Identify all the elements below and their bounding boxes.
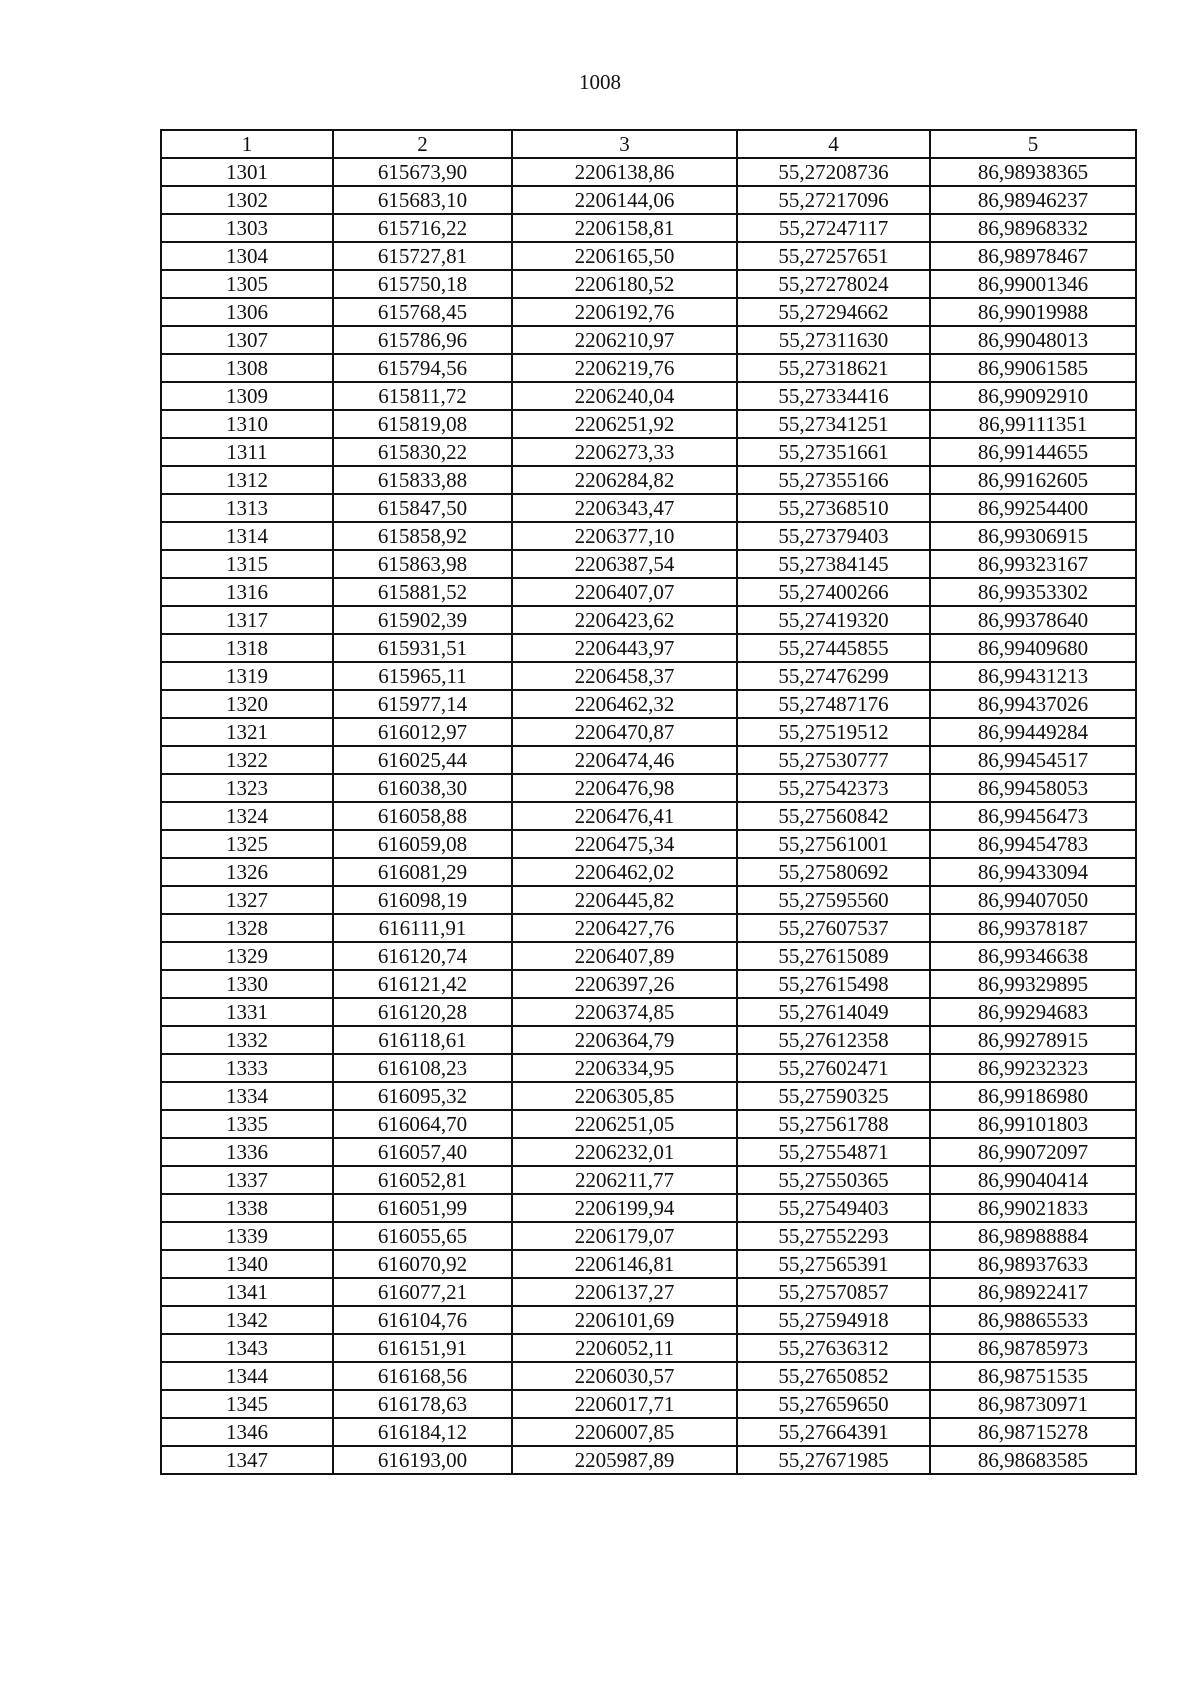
table-cell-col-5: 86,99407050 [930, 886, 1136, 914]
table-cell-col-1: 1308 [161, 354, 333, 382]
table-cell-col-2: 616057,40 [333, 1138, 512, 1166]
table-cell-col-1: 1330 [161, 970, 333, 998]
table-cell-col-4: 55,27368510 [737, 494, 930, 522]
table-row [161, 886, 1136, 914]
table-cell-col-1: 1320 [161, 690, 333, 718]
table-cell-col-2: 616070,92 [333, 1250, 512, 1278]
table-cell-col-3: 2206146,81 [512, 1250, 737, 1278]
table-cell-col-4: 55,27602471 [737, 1054, 930, 1082]
table-cell-col-2: 616178,63 [333, 1390, 512, 1418]
table-cell-col-5: 86,99072097 [930, 1138, 1136, 1166]
table-cell-col-3: 2206030,57 [512, 1362, 737, 1390]
table-cell-col-2: 616118,61 [333, 1026, 512, 1054]
header-cell-1: 1 [161, 130, 333, 158]
table-row [161, 606, 1136, 634]
table-cell-col-1: 1332 [161, 1026, 333, 1054]
table-row [161, 1138, 1136, 1166]
table-cell-col-3: 2205987,89 [512, 1446, 737, 1474]
table-cell-col-5: 86,98968332 [930, 214, 1136, 242]
table-cell-col-4: 55,27400266 [737, 578, 930, 606]
table-cell-col-2: 615750,18 [333, 270, 512, 298]
table-cell-col-1: 1310 [161, 410, 333, 438]
table-body [161, 158, 1136, 1474]
table-cell-col-5: 86,98715278 [930, 1418, 1136, 1446]
table-cell-col-4: 55,27530777 [737, 746, 930, 774]
table-cell-col-4: 55,27554871 [737, 1138, 930, 1166]
table-row [161, 186, 1136, 214]
table-cell-col-3: 2206101,69 [512, 1306, 737, 1334]
table-row [161, 1054, 1136, 1082]
table-cell-col-2: 616077,21 [333, 1278, 512, 1306]
table-row [161, 1082, 1136, 1110]
table-cell-col-1: 1342 [161, 1306, 333, 1334]
table-cell-col-5: 86,99454783 [930, 830, 1136, 858]
table-cell-col-5: 86,99061585 [930, 354, 1136, 382]
table-row [161, 1110, 1136, 1138]
table-cell-col-4: 55,27636312 [737, 1334, 930, 1362]
table-cell-col-2: 616120,74 [333, 942, 512, 970]
table-cell-col-5: 86,98683585 [930, 1446, 1136, 1474]
table-cell-col-2: 616108,23 [333, 1054, 512, 1082]
table-cell-col-5: 86,99254400 [930, 494, 1136, 522]
table-cell-col-3: 2206138,86 [512, 158, 737, 186]
table-row [161, 1446, 1136, 1474]
table-row [161, 550, 1136, 578]
table-cell-col-4: 55,27476299 [737, 662, 930, 690]
table-cell-col-1: 1334 [161, 1082, 333, 1110]
table-cell-col-1: 1309 [161, 382, 333, 410]
table-cell-col-3: 2206462,32 [512, 690, 737, 718]
table-row [161, 634, 1136, 662]
table-row [161, 410, 1136, 438]
table-cell-col-2: 616081,29 [333, 858, 512, 886]
table-row [161, 326, 1136, 354]
table-cell-col-3: 2206458,37 [512, 662, 737, 690]
table-row [161, 1166, 1136, 1194]
table-cell-col-3: 2206219,76 [512, 354, 737, 382]
table-cell-col-2: 616104,76 [333, 1306, 512, 1334]
table-cell-col-5: 86,98937633 [930, 1250, 1136, 1278]
table-cell-col-2: 616184,12 [333, 1418, 512, 1446]
table-cell-col-4: 55,27208736 [737, 158, 930, 186]
table-cell-col-1: 1341 [161, 1278, 333, 1306]
table-cell-col-1: 1322 [161, 746, 333, 774]
table-row [161, 578, 1136, 606]
table-cell-col-4: 55,27565391 [737, 1250, 930, 1278]
table-cell-col-3: 2206179,07 [512, 1222, 737, 1250]
table-cell-col-2: 615786,96 [333, 326, 512, 354]
table-cell-col-5: 86,99040414 [930, 1166, 1136, 1194]
table-cell-col-2: 616111,91 [333, 914, 512, 942]
table-cell-col-4: 55,27595560 [737, 886, 930, 914]
table-cell-col-1: 1315 [161, 550, 333, 578]
table-cell-col-3: 2206476,41 [512, 802, 737, 830]
table-cell-col-4: 55,27384145 [737, 550, 930, 578]
table-cell-col-1: 1326 [161, 858, 333, 886]
table-cell-col-4: 55,27549403 [737, 1194, 930, 1222]
table-row [161, 914, 1136, 942]
table-cell-col-4: 55,27217096 [737, 186, 930, 214]
table-cell-col-2: 615977,14 [333, 690, 512, 718]
table-cell-col-5: 86,99092910 [930, 382, 1136, 410]
table-cell-col-5: 86,99048013 [930, 326, 1136, 354]
table-cell-col-5: 86,98751535 [930, 1362, 1136, 1390]
table-row [161, 522, 1136, 550]
table-cell-col-1: 1335 [161, 1110, 333, 1138]
table-cell-col-5: 86,99433094 [930, 858, 1136, 886]
table-cell-col-2: 615673,90 [333, 158, 512, 186]
table-cell-col-2: 616055,65 [333, 1222, 512, 1250]
table-cell-col-1: 1313 [161, 494, 333, 522]
table-cell-col-4: 55,27318621 [737, 354, 930, 382]
table-cell-col-1: 1318 [161, 634, 333, 662]
table-row [161, 802, 1136, 830]
table-cell-col-4: 55,27650852 [737, 1362, 930, 1390]
table-cell-col-1: 1304 [161, 242, 333, 270]
table-cell-col-2: 615881,52 [333, 578, 512, 606]
table-cell-col-4: 55,27590325 [737, 1082, 930, 1110]
table-cell-col-3: 2206443,97 [512, 634, 737, 662]
table-cell-col-1: 1333 [161, 1054, 333, 1082]
table-cell-col-4: 55,27612358 [737, 1026, 930, 1054]
table-cell-col-2: 616151,91 [333, 1334, 512, 1362]
table-cell-col-3: 2206165,50 [512, 242, 737, 270]
table-cell-col-5: 86,99101803 [930, 1110, 1136, 1138]
table-row [161, 1418, 1136, 1446]
table-cell-col-4: 55,27664391 [737, 1418, 930, 1446]
table-cell-col-1: 1312 [161, 466, 333, 494]
table-cell-col-2: 615965,11 [333, 662, 512, 690]
table-cell-col-5: 86,98922417 [930, 1278, 1136, 1306]
header-cell-3: 3 [512, 130, 737, 158]
table-cell-col-4: 55,27445855 [737, 634, 930, 662]
table-row [161, 354, 1136, 382]
table-cell-col-5: 86,99162605 [930, 466, 1136, 494]
table-cell-col-1: 1301 [161, 158, 333, 186]
table-cell-col-4: 55,27614049 [737, 998, 930, 1026]
table-row [161, 746, 1136, 774]
table-cell-col-4: 55,27552293 [737, 1222, 930, 1250]
table-cell-col-2: 616038,30 [333, 774, 512, 802]
table-cell-col-3: 2206210,97 [512, 326, 737, 354]
table-cell-col-3: 2206211,77 [512, 1166, 737, 1194]
table-cell-col-1: 1347 [161, 1446, 333, 1474]
table-cell-col-3: 2206199,94 [512, 1194, 737, 1222]
table-cell-col-5: 86,98865533 [930, 1306, 1136, 1334]
table-cell-col-2: 615830,22 [333, 438, 512, 466]
table-row [161, 774, 1136, 802]
table-cell-col-2: 615833,88 [333, 466, 512, 494]
table-cell-col-4: 55,27334416 [737, 382, 930, 410]
table-cell-col-4: 55,27355166 [737, 466, 930, 494]
table-cell-col-2: 616098,19 [333, 886, 512, 914]
table-cell-col-4: 55,27278024 [737, 270, 930, 298]
table-cell-col-5: 86,99329895 [930, 970, 1136, 998]
table-cell-col-4: 55,27570857 [737, 1278, 930, 1306]
table-cell-col-1: 1311 [161, 438, 333, 466]
table-cell-col-5: 86,99456473 [930, 802, 1136, 830]
table-cell-col-1: 1319 [161, 662, 333, 690]
table-cell-col-3: 2206474,46 [512, 746, 737, 774]
table-cell-col-5: 86,98938365 [930, 158, 1136, 186]
table-cell-col-2: 616052,81 [333, 1166, 512, 1194]
table-cell-col-4: 55,27659650 [737, 1390, 930, 1418]
table-cell-col-2: 616168,56 [333, 1362, 512, 1390]
table-cell-col-2: 616064,70 [333, 1110, 512, 1138]
table-cell-col-5: 86,98946237 [930, 186, 1136, 214]
table-row [161, 466, 1136, 494]
table-cell-col-5: 86,99021833 [930, 1194, 1136, 1222]
table-cell-col-3: 2206364,79 [512, 1026, 737, 1054]
table-row [161, 1250, 1136, 1278]
table-cell-col-2: 616012,97 [333, 718, 512, 746]
table-cell-col-4: 55,27580692 [737, 858, 930, 886]
table-cell-col-3: 2206445,82 [512, 886, 737, 914]
table-cell-col-1: 1307 [161, 326, 333, 354]
table-cell-col-4: 55,27311630 [737, 326, 930, 354]
table-cell-col-3: 2206158,81 [512, 214, 737, 242]
table-cell-col-4: 55,27257651 [737, 242, 930, 270]
table-cell-col-3: 2206251,05 [512, 1110, 737, 1138]
table-cell-col-5: 86,99144655 [930, 438, 1136, 466]
table-header [161, 130, 1136, 158]
header-cell-5: 5 [930, 130, 1136, 158]
table-cell-col-2: 616121,42 [333, 970, 512, 998]
table-cell-col-1: 1303 [161, 214, 333, 242]
table-cell-col-1: 1344 [161, 1362, 333, 1390]
table-cell-col-2: 616193,00 [333, 1446, 512, 1474]
table-cell-col-4: 55,27607537 [737, 914, 930, 942]
table-cell-col-3: 2206251,92 [512, 410, 737, 438]
table-cell-col-3: 2206180,52 [512, 270, 737, 298]
table-cell-col-3: 2206377,10 [512, 522, 737, 550]
table-cell-col-2: 615902,39 [333, 606, 512, 634]
table-row [161, 1278, 1136, 1306]
page-number: 1008 [579, 70, 621, 94]
table-cell-col-1: 1338 [161, 1194, 333, 1222]
table-cell-col-4: 55,27379403 [737, 522, 930, 550]
table-cell-col-5: 86,98978467 [930, 242, 1136, 270]
table-cell-col-1: 1316 [161, 578, 333, 606]
table-cell-col-5: 86,99186980 [930, 1082, 1136, 1110]
table-cell-col-5: 86,99306915 [930, 522, 1136, 550]
table-cell-col-3: 2206137,27 [512, 1278, 737, 1306]
table-cell-col-1: 1324 [161, 802, 333, 830]
table-cell-col-2: 615683,10 [333, 186, 512, 214]
table-row [161, 242, 1136, 270]
table-cell-col-4: 55,27560842 [737, 802, 930, 830]
table-cell-col-5: 86,99431213 [930, 662, 1136, 690]
table-cell-col-3: 2206273,33 [512, 438, 737, 466]
table-cell-col-5: 86,99454517 [930, 746, 1136, 774]
table-cell-col-3: 2206334,95 [512, 1054, 737, 1082]
table-cell-col-4: 55,27341251 [737, 410, 930, 438]
table-cell-col-4: 55,27561788 [737, 1110, 930, 1138]
table-cell-col-5: 86,99294683 [930, 998, 1136, 1026]
table-cell-col-1: 1328 [161, 914, 333, 942]
table-cell-col-3: 2206423,62 [512, 606, 737, 634]
table-cell-col-1: 1323 [161, 774, 333, 802]
table-cell-col-5: 86,99001346 [930, 270, 1136, 298]
table-row [161, 382, 1136, 410]
table-cell-col-3: 2206475,34 [512, 830, 737, 858]
table-cell-col-3: 2206397,26 [512, 970, 737, 998]
table-cell-col-2: 615819,08 [333, 410, 512, 438]
table-cell-col-2: 616095,32 [333, 1082, 512, 1110]
table-row [161, 690, 1136, 718]
table-cell-col-3: 2206284,82 [512, 466, 737, 494]
table-cell-col-3: 2206144,06 [512, 186, 737, 214]
table-cell-col-3: 2206052,11 [512, 1334, 737, 1362]
table-cell-col-5: 86,98730971 [930, 1390, 1136, 1418]
table-cell-col-2: 616058,88 [333, 802, 512, 830]
table-row [161, 858, 1136, 886]
table-cell-col-3: 2206343,47 [512, 494, 737, 522]
table-cell-col-1: 1321 [161, 718, 333, 746]
table-row [161, 1362, 1136, 1390]
table-row [161, 158, 1136, 186]
table-row [161, 1026, 1136, 1054]
table-cell-col-5: 86,99378640 [930, 606, 1136, 634]
table-cell-col-4: 55,27594918 [737, 1306, 930, 1334]
table-cell-col-3: 2206017,71 [512, 1390, 737, 1418]
table-row [161, 1306, 1136, 1334]
table-cell-col-4: 55,27550365 [737, 1166, 930, 1194]
table-cell-col-1: 1346 [161, 1418, 333, 1446]
table-cell-col-2: 615931,51 [333, 634, 512, 662]
table-cell-col-4: 55,27615089 [737, 942, 930, 970]
table-cell-col-5: 86,99346638 [930, 942, 1136, 970]
table-cell-col-3: 2206007,85 [512, 1418, 737, 1446]
header-cell-4: 4 [737, 130, 930, 158]
table-cell-col-3: 2206407,89 [512, 942, 737, 970]
table-row [161, 830, 1136, 858]
table-row [161, 718, 1136, 746]
table-cell-col-1: 1317 [161, 606, 333, 634]
table-cell-col-4: 55,27487176 [737, 690, 930, 718]
table-row [161, 214, 1136, 242]
table-cell-col-3: 2206470,87 [512, 718, 737, 746]
table-row [161, 1194, 1136, 1222]
table-cell-col-1: 1331 [161, 998, 333, 1026]
table-cell-col-5: 86,99449284 [930, 718, 1136, 746]
table-cell-col-1: 1306 [161, 298, 333, 326]
table-cell-col-4: 55,27615498 [737, 970, 930, 998]
table-cell-col-5: 86,99378187 [930, 914, 1136, 942]
table-cell-col-5: 86,99437026 [930, 690, 1136, 718]
table-row [161, 1222, 1136, 1250]
table-cell-col-1: 1302 [161, 186, 333, 214]
table-cell-col-2: 615768,45 [333, 298, 512, 326]
table-cell-col-3: 2206476,98 [512, 774, 737, 802]
table-cell-col-1: 1336 [161, 1138, 333, 1166]
table-cell-col-5: 86,99353302 [930, 578, 1136, 606]
header-cell-2: 2 [333, 130, 512, 158]
table-cell-col-2: 615811,72 [333, 382, 512, 410]
table-cell-col-1: 1339 [161, 1222, 333, 1250]
table-cell-col-4: 55,27294662 [737, 298, 930, 326]
coordinates-table [160, 129, 1137, 1475]
table-row [161, 1390, 1136, 1418]
table-cell-col-1: 1340 [161, 1250, 333, 1278]
table-cell-col-2: 615858,92 [333, 522, 512, 550]
table-cell-col-3: 2206427,76 [512, 914, 737, 942]
table-cell-col-3: 2206407,07 [512, 578, 737, 606]
table-cell-col-3: 2206305,85 [512, 1082, 737, 1110]
table-cell-col-3: 2206374,85 [512, 998, 737, 1026]
table-cell-col-1: 1343 [161, 1334, 333, 1362]
table-cell-col-3: 2206240,04 [512, 382, 737, 410]
table-cell-col-3: 2206232,01 [512, 1138, 737, 1166]
table-row [161, 298, 1136, 326]
table-cell-col-1: 1327 [161, 886, 333, 914]
table-cell-col-4: 55,27519512 [737, 718, 930, 746]
table-row [161, 998, 1136, 1026]
table-cell-col-5: 86,98785973 [930, 1334, 1136, 1362]
table-cell-col-4: 55,27419320 [737, 606, 930, 634]
table-cell-col-5: 86,99019988 [930, 298, 1136, 326]
table-row [161, 494, 1136, 522]
table-cell-col-5: 86,99232323 [930, 1054, 1136, 1082]
table-cell-col-2: 616059,08 [333, 830, 512, 858]
table-row [161, 438, 1136, 466]
table-cell-col-4: 55,27671985 [737, 1446, 930, 1474]
table-cell-col-4: 55,27247117 [737, 214, 930, 242]
table-cell-col-2: 615794,56 [333, 354, 512, 382]
table-cell-col-4: 55,27542373 [737, 774, 930, 802]
table-row [161, 662, 1136, 690]
table-cell-col-2: 615716,22 [333, 214, 512, 242]
table-cell-col-2: 615863,98 [333, 550, 512, 578]
table-cell-col-1: 1345 [161, 1390, 333, 1418]
table-cell-col-2: 616120,28 [333, 998, 512, 1026]
table-cell-col-5: 86,99458053 [930, 774, 1136, 802]
table-cell-col-3: 2206462,02 [512, 858, 737, 886]
table-cell-col-3: 2206192,76 [512, 298, 737, 326]
table-row [161, 270, 1136, 298]
table-cell-col-3: 2206387,54 [512, 550, 737, 578]
table-row [161, 970, 1136, 998]
table-cell-col-1: 1329 [161, 942, 333, 970]
header-row [161, 130, 1136, 158]
table-cell-col-4: 55,27561001 [737, 830, 930, 858]
table-cell-col-5: 86,99409680 [930, 634, 1136, 662]
table-cell-col-5: 86,99111351 [930, 410, 1136, 438]
table-row [161, 942, 1136, 970]
table-cell-col-1: 1325 [161, 830, 333, 858]
table-cell-col-2: 615847,50 [333, 494, 512, 522]
table-cell-col-2: 616025,44 [333, 746, 512, 774]
table-cell-col-1: 1314 [161, 522, 333, 550]
table-cell-col-2: 615727,81 [333, 242, 512, 270]
table-cell-col-1: 1337 [161, 1166, 333, 1194]
table-cell-col-4: 55,27351661 [737, 438, 930, 466]
table-row [161, 1334, 1136, 1362]
table-cell-col-5: 86,99323167 [930, 550, 1136, 578]
table-cell-col-5: 86,98988884 [930, 1222, 1136, 1250]
table-cell-col-1: 1305 [161, 270, 333, 298]
table-cell-col-5: 86,99278915 [930, 1026, 1136, 1054]
table-cell-col-2: 616051,99 [333, 1194, 512, 1222]
